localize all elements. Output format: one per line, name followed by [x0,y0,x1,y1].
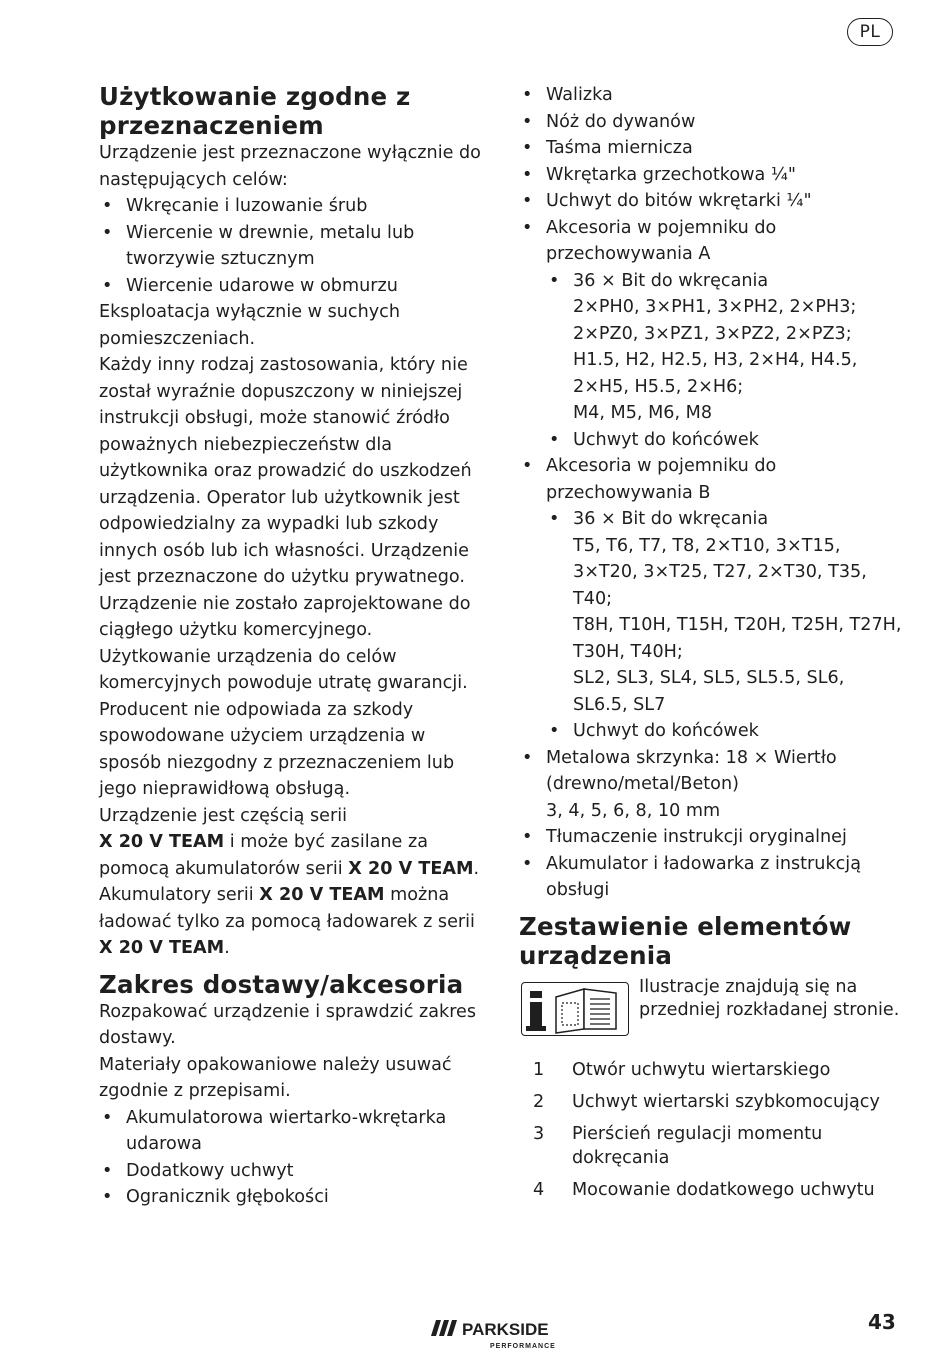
box-a-label: Akcesoria w pojemniku do przechowywania A [546,217,777,264]
heading-delivery: Zakres dostawy/akcesoria [99,969,464,999]
delivery-list [99,1105,484,1211]
intended-use-list [99,193,484,299]
list-item: • Dodatkowy uchwyt [99,1158,484,1185]
list-item [519,215,904,454]
bit-codes: 2×PH0, 3×PH1, 3×PH2, 2×PH3; [573,297,857,317]
list-item: • Wiercenie w drewnie, metalu lub tworzywie sztucznym [99,220,484,273]
part-label: Mocowanie dodatkowego uchwytu [572,1179,875,1200]
info-note [519,976,904,1052]
series-text: można ładować tylko za pomocą ładowarek z serii [99,885,475,932]
intended-use-intro: Urządzenie jest przeznaczone wyłącznie do następujących celów: [99,143,481,190]
series-text: i może być zasilane za pomocą akumulatorów serii [99,832,428,879]
box-a-contents [546,268,904,454]
packaging-instruction: Materiały opakowaniowe należy usuwać zgodnie z przepisami. [99,1054,452,1101]
delivery-list-continued [519,82,904,904]
bit-codes: SL2, SL3, SL4, SL5, SL5.5, SL6, SL6.5, SL7 [573,668,845,715]
list-item: • Wkręcanie i luzowanie śrub [99,193,484,220]
bit-codes: T5, T6, T7, T8, 2×T10, 3×T15, 3×T20, 3×T25, T27, 2×T30, T35, T40; [573,535,867,609]
list-item: • Akumulatorowa wiertarko-wkrętarka udarowa [99,1105,484,1158]
part-number: 1 [533,1059,545,1080]
series-text: . [224,938,230,958]
list-item: • Walizka [519,82,904,109]
part-label: Otwór uchwytu wiertarskiego [572,1059,831,1080]
dry-rooms-note: Eksploatacja wyłącznie w suchych pomieszczeniach. [99,302,400,349]
info-text: Ilustracje znajdują się na przedniej rozkładanej stronie. [639,976,900,1020]
part-label: Uchwyt wiertarski szybkomocujący [572,1091,880,1112]
part-item [519,1058,904,1082]
heading-parts: Zestawienie elementów urządzenia [519,911,852,970]
box-b-bits: 36 × Bit do wkręcania [573,509,769,529]
series-brand: X 20 V TEAM [259,885,385,905]
bit-codes: T8H, T10H, T15H, T20H, T25H, T27H, T30H, T40H; [573,615,902,662]
list-item: • Akumulator i ładowarka z instrukcją obsługi [519,851,904,904]
box-b-contents [546,506,904,745]
list-item: • Tłumaczenie instrukcji oryginalnej [519,824,904,851]
list-item: • Wiercenie udarowe w obmurzu [99,273,484,300]
part-label: Pierścień regulacji momentu dokręcania [572,1123,823,1168]
list-item [519,453,904,745]
unpack-instruction: Rozpakować urządzenie i sprawdzić zakres dostawy. [99,1001,477,1048]
right-column [519,82,904,1210]
series-brand: X 20 V TEAM [99,938,225,958]
part-item [519,1178,904,1202]
part-number: 3 [533,1123,545,1144]
list-item: • Uchwyt do końcówek [546,718,904,745]
bit-codes: M4, M5, M6, M8 [573,403,713,423]
list-item: • Ogranicznik głębokości [99,1184,484,1211]
series-text: . Akumulatory serii [99,858,480,905]
series-paragraph [99,803,484,962]
list-item: • Wkrętarka grzechotkowa ¼" [519,162,904,189]
language-badge: PL [847,18,893,46]
series-text: Urządzenie jest częścią serii [99,805,348,826]
logo-sub-text: PERFORMANCE [490,1343,556,1350]
series-brand: X 20 V TEAM [99,832,225,852]
other-use-warning: Każdy inny rodzaj zastosowania, który nie został wyraźnie dopuszczony w niniejszej instrukcji obsługi, może stanowić źródło poważnych niebezpieczeństw dla użytkownika oraz prowadzić do uszkodzeń urządzenia. Operator lub użytkownik jest odpowiedzialny za wypadki lub szkody innych osób lub ich własności. Urządzenie jest przeznaczone do użytku prywatnego. Urządzenie nie zostało zaprojektowane do ciągłego użytku komercyjnego. Użytkowanie urządzenia do celów komercyjnych powoduje utratę gwarancji. Producent nie odpowiada za szkody spowodowane użyciem urządzenia w sposób niezgodny z przeznaczeniem lub jego nieprawidłową obsługą. [99,355,472,799]
part-item [519,1090,904,1114]
metal-box-label: Metalowa skrzynka: 18 × Wiertło (drewno/metal/Beton) [546,747,837,794]
parts-list [519,1058,904,1202]
left-column [99,82,484,1211]
list-item: • Nóż do dywanów [519,109,904,136]
list-item: • Uchwyt do końcówek [546,427,904,454]
box-a-bits: 36 × Bit do wkręcania [573,270,769,291]
page-number: 43 [868,1310,896,1334]
logo-brand-text: PARKSIDE [462,1320,549,1339]
list-item: • Uchwyt do bitów wkrętarki ¼" [519,188,904,215]
part-number: 2 [533,1091,545,1112]
bit-codes: 2×PZ0, 3×PZ1, 3×PZ2, 2×PZ3; [573,323,852,344]
list-item [546,506,904,718]
list-item: • Taśma miernicza [519,135,904,162]
parkside-logo [430,1316,590,1352]
list-item [546,268,904,427]
box-b-label: Akcesoria w pojemniku do przechowywania B [546,456,777,503]
fold-out-page-info-icon [521,982,629,1036]
bit-codes: H1.5, H2, H2.5, H3, 2×H4, H4.5, 2×H5, H5.5, 2×H6; [573,350,858,397]
part-item [519,1122,904,1170]
list-item [519,745,904,825]
drill-sizes: 3, 4, 5, 6, 8, 10 mm [546,800,721,821]
series-brand: X 20 V TEAM [348,858,474,879]
heading-intended-use: Użytkowanie zgodne z przeznaczeniem [99,82,411,140]
part-number: 4 [533,1179,545,1200]
